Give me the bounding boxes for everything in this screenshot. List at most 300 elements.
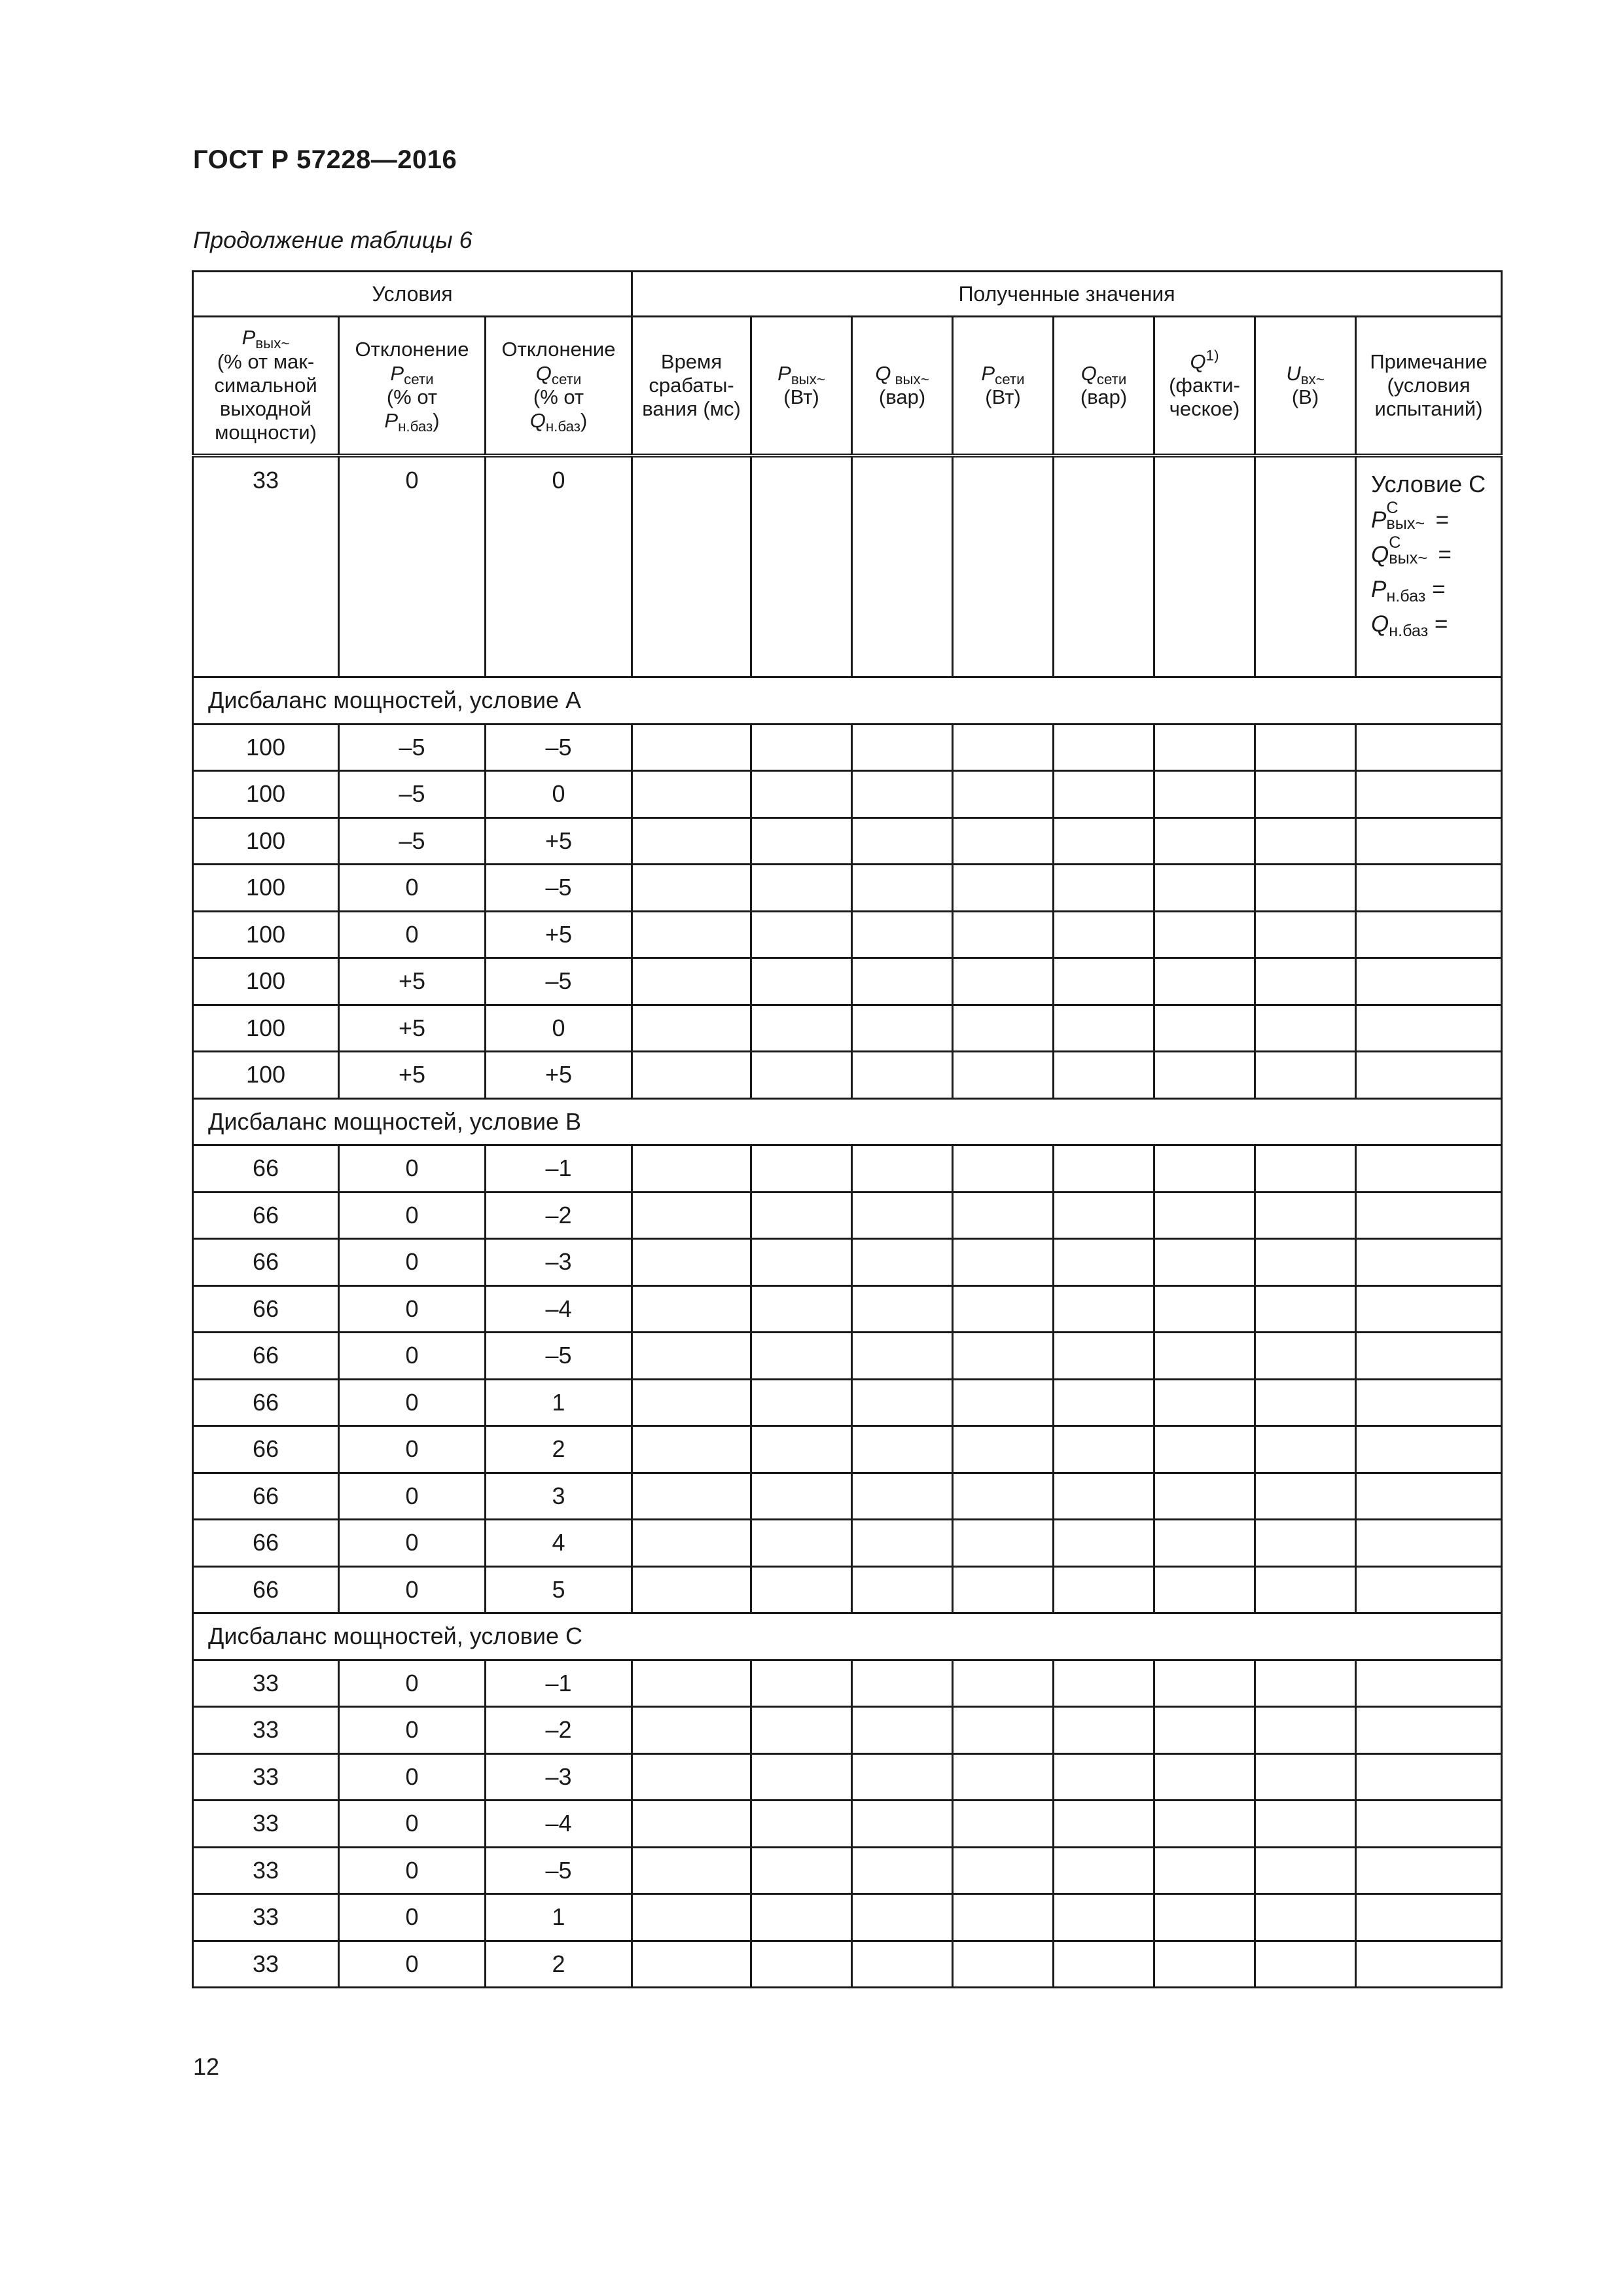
cell-empty bbox=[1054, 1192, 1154, 1239]
cell-empty bbox=[953, 1052, 1054, 1099]
cell-empty bbox=[751, 724, 852, 771]
cell-empty bbox=[852, 1426, 953, 1473]
cell-empty bbox=[632, 456, 751, 677]
cell-empty bbox=[852, 1520, 953, 1567]
cell-empty bbox=[1054, 865, 1154, 912]
cell-empty bbox=[852, 771, 953, 818]
cell-empty bbox=[1154, 1894, 1255, 1941]
cell-empty bbox=[751, 1285, 852, 1333]
cell-empty bbox=[852, 911, 953, 958]
cell-empty bbox=[751, 1052, 852, 1099]
cell-empty bbox=[1154, 1566, 1255, 1613]
col-header-p-out: $P_{вых\sim}$ (% от мак-симальной выходной мощности) bbox=[193, 317, 339, 456]
cell-empty bbox=[1255, 1801, 1356, 1848]
cell-empty bbox=[1356, 1005, 1502, 1052]
cell-dev-p: –5 bbox=[339, 724, 486, 771]
cell-empty bbox=[852, 1801, 953, 1848]
cell-empty bbox=[1054, 1426, 1154, 1473]
cell-empty bbox=[1154, 1239, 1255, 1286]
cell-empty bbox=[632, 1145, 751, 1193]
col-header-q-out-var: Q $_{вых\sim}$ (вар) bbox=[852, 317, 953, 456]
group-label: Дисбаланс мощностей, условие C bbox=[193, 1613, 1502, 1660]
cell-p-out: 100 bbox=[193, 865, 339, 912]
cell-empty bbox=[953, 1801, 1054, 1848]
cell-empty bbox=[1154, 1379, 1255, 1426]
table-row bbox=[193, 724, 1502, 771]
cell-empty bbox=[1154, 1801, 1255, 1848]
cell-dev-q: –2 bbox=[486, 1707, 632, 1754]
group-label: Дисбаланс мощностей, условие B bbox=[193, 1098, 1502, 1145]
cell-empty bbox=[1054, 911, 1154, 958]
cell-empty bbox=[1154, 1333, 1255, 1380]
cell-dev-p: 0 bbox=[339, 1707, 486, 1754]
cell-empty bbox=[632, 1520, 751, 1567]
cell-empty bbox=[1255, 1145, 1356, 1193]
cell-dev-q: –3 bbox=[486, 1753, 632, 1801]
cell-empty bbox=[953, 724, 1054, 771]
cell-empty bbox=[1356, 1052, 1502, 1099]
results-group-header: Полученные значения bbox=[632, 272, 1502, 317]
cell-empty bbox=[852, 865, 953, 912]
cell-empty bbox=[1154, 1005, 1255, 1052]
col-header-q-grid-var: $Q_{сети}$ (вар) bbox=[1054, 317, 1154, 456]
cell-empty bbox=[1356, 865, 1502, 912]
cell-empty bbox=[1255, 865, 1356, 912]
cell-note bbox=[1356, 456, 1502, 677]
cell-dev-q: –5 bbox=[486, 865, 632, 912]
cell-dev-q: –5 bbox=[486, 958, 632, 1005]
cell-empty bbox=[751, 1333, 852, 1380]
cell-empty bbox=[1154, 724, 1255, 771]
cell-empty bbox=[1054, 1801, 1154, 1848]
cell-dev-q: 2 bbox=[486, 1941, 632, 1988]
cell-empty bbox=[632, 865, 751, 912]
cell-dev-p: 0 bbox=[339, 1660, 486, 1707]
table-row bbox=[193, 1941, 1502, 1988]
cell-dev-p: 0 bbox=[339, 1847, 486, 1894]
cell-p-out: 66 bbox=[193, 1520, 339, 1567]
cell-empty bbox=[1255, 911, 1356, 958]
cell-empty bbox=[852, 1052, 953, 1099]
cell-p-out: 66 bbox=[193, 1285, 339, 1333]
table-row bbox=[193, 771, 1502, 818]
cell-dev-q: +5 bbox=[486, 817, 632, 865]
cell-empty bbox=[1054, 456, 1154, 677]
cell-empty bbox=[632, 1192, 751, 1239]
cell-empty bbox=[852, 1660, 953, 1707]
cell-empty bbox=[632, 1566, 751, 1613]
cell-empty bbox=[953, 1520, 1054, 1567]
cell-dev-p: 0 bbox=[339, 1192, 486, 1239]
cell-empty bbox=[953, 1894, 1054, 1941]
cell-dev-p: 0 bbox=[339, 1473, 486, 1520]
cell-dev-p: 0 bbox=[339, 1239, 486, 1286]
cell-empty bbox=[1054, 1894, 1154, 1941]
cell-empty bbox=[1255, 1379, 1356, 1426]
table-row bbox=[193, 456, 1502, 677]
cell-empty bbox=[751, 911, 852, 958]
cell-empty bbox=[751, 1239, 852, 1286]
table-row bbox=[193, 1801, 1502, 1848]
cell-empty bbox=[632, 958, 751, 1005]
cell-empty bbox=[852, 1005, 953, 1052]
cell-dev-q: –3 bbox=[486, 1239, 632, 1286]
cell-empty bbox=[1356, 958, 1502, 1005]
table-row bbox=[193, 1426, 1502, 1473]
cell-empty bbox=[1154, 1145, 1255, 1193]
cell-dev-p: +5 bbox=[339, 1052, 486, 1099]
cell-empty bbox=[852, 1145, 953, 1193]
cell-empty bbox=[953, 771, 1054, 818]
cell-empty bbox=[953, 1379, 1054, 1426]
cell-empty bbox=[1255, 771, 1356, 818]
cell-empty bbox=[632, 1005, 751, 1052]
cell-empty bbox=[852, 456, 953, 677]
group-row bbox=[193, 1098, 1502, 1145]
cell-p-out: 100 bbox=[193, 724, 339, 771]
table-row bbox=[193, 1145, 1502, 1193]
cell-p-out: 66 bbox=[193, 1239, 339, 1286]
cell-empty bbox=[632, 1801, 751, 1848]
formula-p-nbase: $P_{н.баз}$ = bbox=[1371, 577, 1446, 606]
cell-empty bbox=[1154, 1753, 1255, 1801]
cell-dev-p: 0 bbox=[339, 1333, 486, 1380]
cell-p-out: 66 bbox=[193, 1566, 339, 1613]
cell-p-out: 33 bbox=[193, 1707, 339, 1754]
cell-empty bbox=[1054, 1379, 1154, 1426]
cell-empty bbox=[1054, 724, 1154, 771]
cell-empty bbox=[632, 1941, 751, 1988]
cell-dev-p: 0 bbox=[339, 1285, 486, 1333]
cell-empty bbox=[1255, 1473, 1356, 1520]
cell-empty bbox=[1356, 1941, 1502, 1988]
cell-dev-q: 2 bbox=[486, 1426, 632, 1473]
cell-empty bbox=[1054, 1285, 1154, 1333]
cell-empty bbox=[852, 1379, 953, 1426]
cell-empty bbox=[1255, 1426, 1356, 1473]
table-row bbox=[193, 865, 1502, 912]
cell-p-out: 33 bbox=[193, 1847, 339, 1894]
cell-empty bbox=[1154, 1660, 1255, 1707]
cell-empty bbox=[751, 1801, 852, 1848]
cell-empty bbox=[1054, 1052, 1154, 1099]
cell-empty bbox=[1356, 1192, 1502, 1239]
cell-empty bbox=[1356, 1333, 1502, 1380]
cell-empty bbox=[1255, 817, 1356, 865]
col-header-note: Примечание (условия испытаний) bbox=[1356, 317, 1502, 456]
cell-empty bbox=[751, 865, 852, 912]
cell-empty bbox=[632, 1894, 751, 1941]
cell-dev-q: –2 bbox=[486, 1192, 632, 1239]
cell-empty bbox=[1356, 911, 1502, 958]
cell-empty bbox=[1255, 1707, 1356, 1754]
table-row bbox=[193, 1753, 1502, 1801]
cell-dev-p: 0 bbox=[339, 1753, 486, 1801]
cell-empty bbox=[751, 817, 852, 865]
cell-empty bbox=[632, 724, 751, 771]
cell-empty bbox=[1356, 1707, 1502, 1754]
cell-empty bbox=[1356, 771, 1502, 818]
cell-empty bbox=[751, 1707, 852, 1754]
cell-empty bbox=[1255, 1566, 1356, 1613]
cell-dev-q: 1 bbox=[486, 1379, 632, 1426]
cell-empty bbox=[1054, 1520, 1154, 1567]
table-row bbox=[193, 1333, 1502, 1380]
cell-empty bbox=[953, 1285, 1054, 1333]
cell-empty bbox=[1054, 1333, 1154, 1380]
cell-dev-p: 0 bbox=[339, 1894, 486, 1941]
cell-empty bbox=[632, 1707, 751, 1754]
cell-empty bbox=[1054, 1239, 1154, 1286]
cell-empty bbox=[751, 1753, 852, 1801]
cell-dev-q: 0 bbox=[486, 771, 632, 818]
cell-p-out: 100 bbox=[193, 1005, 339, 1052]
cell-p-out: 100 bbox=[193, 911, 339, 958]
cell-dev-p: 0 bbox=[339, 1379, 486, 1426]
cell-dev-p: 0 bbox=[339, 1941, 486, 1988]
cell-p-out: 100 bbox=[193, 1052, 339, 1099]
cell-empty bbox=[852, 1753, 953, 1801]
cell-dev-p: –5 bbox=[339, 817, 486, 865]
cell-empty bbox=[1154, 1707, 1255, 1754]
cell-empty bbox=[852, 1333, 953, 1380]
table-row bbox=[193, 958, 1502, 1005]
cell-empty bbox=[1154, 771, 1255, 818]
cell-empty bbox=[953, 817, 1054, 865]
cell-empty bbox=[1255, 1192, 1356, 1239]
cell-p-out: 100 bbox=[193, 817, 339, 865]
cell-dev-p: 0 bbox=[339, 456, 486, 677]
group-row bbox=[193, 1613, 1502, 1660]
cell-empty bbox=[1154, 1426, 1255, 1473]
cell-empty bbox=[1255, 1239, 1356, 1286]
cell-dev-q: 5 bbox=[486, 1566, 632, 1613]
cell-empty bbox=[632, 817, 751, 865]
cell-empty bbox=[1054, 1660, 1154, 1707]
cell-empty bbox=[852, 1941, 953, 1988]
cell-empty bbox=[953, 1333, 1054, 1380]
cell-empty bbox=[1356, 817, 1502, 865]
cell-empty bbox=[751, 1426, 852, 1473]
cell-dev-q: 0 bbox=[486, 456, 632, 677]
table-row bbox=[193, 1566, 1502, 1613]
cell-empty bbox=[632, 1753, 751, 1801]
cell-empty bbox=[751, 1473, 852, 1520]
cell-empty bbox=[632, 1379, 751, 1426]
cell-empty bbox=[1255, 1941, 1356, 1988]
cell-empty bbox=[1154, 865, 1255, 912]
cell-empty bbox=[852, 1707, 953, 1754]
table-row bbox=[193, 1239, 1502, 1286]
formula-p-out-c: P C вых~ = bbox=[1371, 498, 1450, 533]
cell-empty bbox=[1356, 1894, 1502, 1941]
table-row bbox=[193, 1285, 1502, 1333]
col-header-p-out-w: $P_{вых\sim}$ (Вт) bbox=[751, 317, 852, 456]
cell-empty bbox=[1356, 1145, 1502, 1193]
cell-p-out: 66 bbox=[193, 1333, 339, 1380]
cell-empty bbox=[953, 1753, 1054, 1801]
cell-empty bbox=[1356, 1753, 1502, 1801]
col-header-q-actual: $Q^{1)}$ (факти-ческое) bbox=[1154, 317, 1255, 456]
cell-dev-p: –5 bbox=[339, 771, 486, 818]
table-row bbox=[193, 817, 1502, 865]
cell-empty bbox=[1255, 724, 1356, 771]
table-row bbox=[193, 1379, 1502, 1426]
cell-empty bbox=[1255, 1052, 1356, 1099]
cell-empty bbox=[852, 1192, 953, 1239]
cell-empty bbox=[1356, 1801, 1502, 1848]
cell-empty bbox=[1054, 817, 1154, 865]
cell-empty bbox=[1356, 724, 1502, 771]
cell-empty bbox=[852, 1894, 953, 1941]
cell-p-out: 33 bbox=[193, 1660, 339, 1707]
table-row bbox=[193, 1660, 1502, 1707]
cell-empty bbox=[953, 1145, 1054, 1193]
cell-empty bbox=[751, 456, 852, 677]
cell-dev-p: 0 bbox=[339, 1801, 486, 1848]
cell-p-out: 33 bbox=[193, 1894, 339, 1941]
cell-empty bbox=[1255, 1660, 1356, 1707]
cell-empty bbox=[1054, 1005, 1154, 1052]
cell-empty bbox=[1255, 1847, 1356, 1894]
cell-empty bbox=[953, 456, 1054, 677]
cell-dev-p: 0 bbox=[339, 865, 486, 912]
cell-empty bbox=[953, 1473, 1054, 1520]
cell-empty bbox=[852, 958, 953, 1005]
cell-empty bbox=[751, 1520, 852, 1567]
cell-dev-q: 1 bbox=[486, 1894, 632, 1941]
cell-dev-p: 0 bbox=[339, 1566, 486, 1613]
cell-empty bbox=[953, 1192, 1054, 1239]
cell-empty bbox=[852, 1285, 953, 1333]
cell-empty bbox=[1054, 1473, 1154, 1520]
cell-empty bbox=[852, 1473, 953, 1520]
cell-empty bbox=[751, 1379, 852, 1426]
cell-empty bbox=[632, 1847, 751, 1894]
cell-empty bbox=[751, 958, 852, 1005]
table-row bbox=[193, 1473, 1502, 1520]
col-header-dev-q: Отклонение $Q_{сети}$ (% от $Q_{н.баз}$) bbox=[486, 317, 632, 456]
conditions-group-header: Условия bbox=[193, 272, 632, 317]
cell-empty bbox=[1054, 1707, 1154, 1754]
cell-p-out: 33 bbox=[193, 1801, 339, 1848]
cell-empty bbox=[1154, 1285, 1255, 1333]
cell-empty bbox=[1356, 1379, 1502, 1426]
cell-empty bbox=[1255, 456, 1356, 677]
cell-empty bbox=[1356, 1473, 1502, 1520]
cell-dev-q: –4 bbox=[486, 1285, 632, 1333]
cell-empty bbox=[1154, 1473, 1255, 1520]
cell-empty bbox=[632, 1660, 751, 1707]
cell-empty bbox=[953, 865, 1054, 912]
cell-empty bbox=[852, 1847, 953, 1894]
cell-empty bbox=[1356, 1566, 1502, 1613]
cell-dev-q: –5 bbox=[486, 724, 632, 771]
table-row bbox=[193, 1520, 1502, 1567]
cell-dev-p: 0 bbox=[339, 1426, 486, 1473]
cell-empty bbox=[953, 1660, 1054, 1707]
col-header-dev-p: Отклонение $P_{сети}$ (% от $P_{н.баз}$) bbox=[339, 317, 486, 456]
cell-p-out: 66 bbox=[193, 1473, 339, 1520]
cell-p-out: 33 bbox=[193, 1941, 339, 1988]
cell-empty bbox=[632, 1052, 751, 1099]
cell-p-out: 100 bbox=[193, 958, 339, 1005]
formula-q-out-c: Q C вых~ = bbox=[1371, 533, 1452, 568]
cell-empty bbox=[1054, 1941, 1154, 1988]
cell-empty bbox=[1356, 1239, 1502, 1286]
cell-empty bbox=[1154, 817, 1255, 865]
cell-p-out: 100 bbox=[193, 771, 339, 818]
table-row bbox=[193, 1707, 1502, 1754]
cell-empty bbox=[1054, 1566, 1154, 1613]
cell-empty bbox=[632, 1473, 751, 1520]
cell-p-out: 66 bbox=[193, 1426, 339, 1473]
formula-q-nbase: $Q_{н.баз}$ = bbox=[1371, 611, 1448, 641]
cell-empty bbox=[1154, 1052, 1255, 1099]
table-row bbox=[193, 911, 1502, 958]
cell-empty bbox=[632, 1426, 751, 1473]
cell-empty bbox=[1255, 958, 1356, 1005]
cell-dev-q: 4 bbox=[486, 1520, 632, 1567]
cell-empty bbox=[1255, 1333, 1356, 1380]
cell-empty bbox=[1255, 1894, 1356, 1941]
cell-dev-p: 0 bbox=[339, 1145, 486, 1193]
cell-empty bbox=[1255, 1520, 1356, 1567]
cell-empty bbox=[1054, 958, 1154, 1005]
cell-p-out: 66 bbox=[193, 1379, 339, 1426]
cell-empty bbox=[632, 1285, 751, 1333]
col-header-u-in: $U_{вх\sim}$ (В) bbox=[1255, 317, 1356, 456]
cell-empty bbox=[632, 1333, 751, 1380]
cell-empty bbox=[1356, 1520, 1502, 1567]
cell-dev-q: –5 bbox=[486, 1333, 632, 1380]
cell-empty bbox=[1255, 1005, 1356, 1052]
cell-empty bbox=[632, 771, 751, 818]
group-row bbox=[193, 677, 1502, 725]
cell-p-out: 66 bbox=[193, 1145, 339, 1193]
cell-dev-q: 3 bbox=[486, 1473, 632, 1520]
table-row bbox=[193, 1847, 1502, 1894]
document-id: ГОСТ Р 57228—2016 bbox=[193, 145, 457, 174]
cell-empty bbox=[1356, 1285, 1502, 1333]
cell-empty bbox=[1054, 1145, 1154, 1193]
cell-empty bbox=[751, 1847, 852, 1894]
cell-empty bbox=[1054, 771, 1154, 818]
cell-empty bbox=[852, 817, 953, 865]
col-header-time: Время срабаты-вания (мс) bbox=[632, 317, 751, 456]
cell-empty bbox=[852, 724, 953, 771]
cell-dev-p: +5 bbox=[339, 1005, 486, 1052]
cell-dev-p: 0 bbox=[339, 1520, 486, 1567]
cell-empty bbox=[953, 1005, 1054, 1052]
cell-empty bbox=[751, 1566, 852, 1613]
cell-empty bbox=[751, 1660, 852, 1707]
cell-empty bbox=[1356, 1660, 1502, 1707]
cell-empty bbox=[751, 1192, 852, 1239]
conditions-table bbox=[192, 270, 1503, 1988]
cell-empty bbox=[1255, 1285, 1356, 1333]
table-caption: Продолжение таблицы 6 bbox=[193, 226, 473, 253]
table-row bbox=[193, 1005, 1502, 1052]
cell-empty bbox=[1154, 456, 1255, 677]
cell-empty bbox=[1356, 1426, 1502, 1473]
page-number: 12 bbox=[193, 2053, 220, 2080]
cell-empty bbox=[1356, 1847, 1502, 1894]
cell-empty bbox=[1154, 1520, 1255, 1567]
cell-empty bbox=[953, 1566, 1054, 1613]
cell-empty bbox=[1154, 958, 1255, 1005]
cell-empty bbox=[953, 1941, 1054, 1988]
